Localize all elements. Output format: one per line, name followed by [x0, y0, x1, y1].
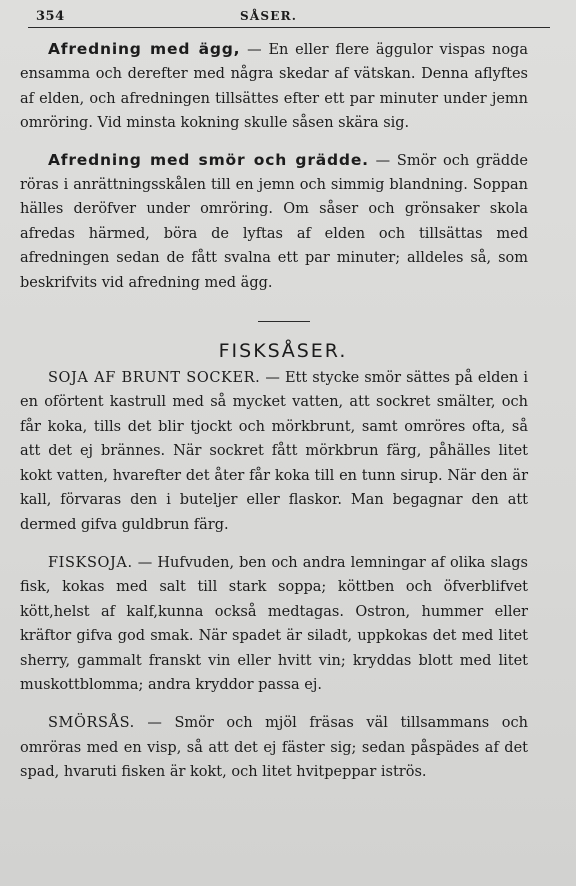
paragraph-afredning-med-agg	[20, 37, 528, 136]
page-number: 354	[36, 9, 65, 24]
paragraph-text: — Smör och grädde röras i anrättningsskålen till en jemn och simmig blandning. Soppan hälles deröfver under omröring. Om såser och grönsaker skola afredas härmed, böra de lyftas af elden och tillsättas med afredningen sedan de fått svalna ett par minuter; alldeles så, som beskrifvits vid afredning med ägg.	[20, 152, 528, 291]
paragraph-afredning-med-smor	[20, 148, 528, 295]
paragraph-text: — En eller flere äggulor vispas noga ensamma och derefter med några skedar af vätskan. Denna aflyftes af elden, och afredningen tillsättes efter ett par minuter under jemn omröring. Vid minsta kokning skulle såsen skära sig.	[20, 42, 528, 132]
paragraph-title: Afredning med ägg,	[48, 40, 241, 58]
paragraph-text: — Ett stycke smör sättes på elden i en oförtent kastrull med så mycket vatten, att sockret smälter, och får koka, tills det blir tjockt och mörkbrunt, samt omröres ofta, så att det ej brännes. När sockret fått mörkbrun färg, påhälles litet kokt vatten, hvarefter det åter får koka till en tunn sirup. När den är kall, förvaras den i buteljer eller flaskor. Man begagnar den att dermed gifva guldbrun färg.	[20, 370, 528, 533]
paragraph-text: — Hufvuden, ben och andra lemningar af olika slags fisk, kokas med salt till stark soppa; köttben och öfverblifvet kött,helst af kalf,kunna också medtagas. Ostron, hummer eller kräftor gifva god smak. När spadet är siladt, uppkokas det med litet sherry, gammalt franskt vin eller hvitt vin; kryddas blott med litet muskottblomma; andra kryddor passa ej.	[20, 554, 528, 693]
paragraph-title: Afredning med smör och grädde.	[48, 150, 369, 169]
section-heading: FISKSÅSER.	[218, 340, 348, 363]
paragraph-title: FISKSOJA.	[48, 554, 133, 571]
running-head: SÅSER.	[240, 9, 298, 23]
paragraph-title: SMÖRSÅS.	[48, 715, 135, 732]
section-divider	[258, 321, 310, 322]
page-header	[0, 0, 576, 30]
header-rule	[28, 27, 550, 28]
paragraph-text: — Smör och mjöl fräsas väl tillsammans och omröras med en visp, så att det ej fäster sig; sedan påspädes af det spad, hvaruti fisken är kokt, och litet hvitpeppar iströs.	[20, 715, 528, 781]
paragraph-smorsas	[20, 711, 528, 784]
paragraph-title: SOJA AF BRUNT SOCKER.	[48, 370, 261, 387]
page-body	[20, 37, 528, 785]
paragraph-soja-af-brunt-socker	[20, 366, 528, 537]
paragraph-fisksoja	[20, 551, 528, 697]
